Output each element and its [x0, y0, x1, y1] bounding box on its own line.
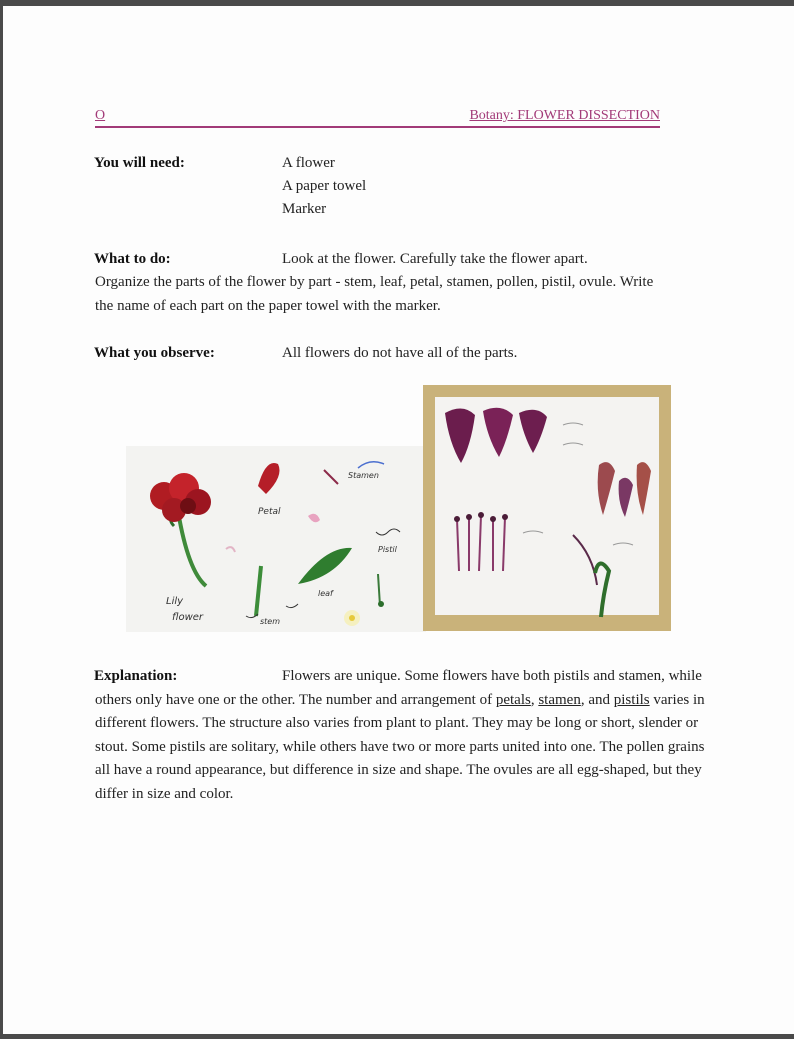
dissected-lily-photo: [126, 446, 426, 632]
observe-text: All flowers do not have all of the parts.: [282, 345, 518, 361]
label-stamen: Stamen: [348, 471, 379, 480]
label-stem: stem: [260, 617, 281, 626]
link-pistils[interactable]: pistils: [613, 691, 650, 708]
link-stamen[interactable]: stamen: [538, 691, 581, 708]
label-flower: flower: [172, 612, 204, 623]
explanation-and: and: [588, 691, 611, 708]
observe-label: What you observe:: [94, 345, 215, 361]
needs-item-paper-towel: A paper towel: [282, 178, 367, 194]
todo-first-line: Look at the flower. Carefully take the flower apart.: [282, 251, 588, 267]
label-lily: Lily: [166, 596, 184, 607]
header-left-mark: O: [95, 108, 106, 123]
label-leaf: leaf: [318, 589, 333, 598]
needs-label: You will need:: [94, 155, 185, 171]
board-photo-drawing: [423, 385, 671, 631]
needs-item-marker: Marker: [282, 201, 327, 217]
link-petals[interactable]: petals: [495, 691, 531, 708]
label-pistil: Pistil: [378, 545, 397, 554]
label-petal: Petal: [258, 507, 281, 517]
document-page: [3, 6, 794, 1034]
page-header: [95, 106, 660, 128]
explanation-rest: varies in different flowers. The structure also varies from plant to plant. They may be long or short, slender or stout. Some pistils are solitary, while others have two or more parts united into one. The pollen grains all have a round appearance, but difference in size and shape. The ovules are all egg-shaped, but they differ in size and color.: [95, 691, 705, 802]
explanation-paragraph: Flowers are unique. Some flowers have both pistils and stamen, while others only have one or the other. The number and arrangement of petals, stamen, and pistils varies in different flowers. The structure also varies from plant to plant. They may be long or short, slender or stout. Some pistils are solitary, while others have two or more parts united into one. The pollen grains all have a round appearance, but difference in size and shape. The ovules are all egg-shaped, but they differ in size and color.: [95, 668, 705, 802]
explanation-first: Flowers are unique. Some flowers have both pistils and stamen, while others only have one or the other. The number and arrangement of: [95, 668, 702, 708]
dissected-parts-board-photo: [423, 385, 671, 631]
explanation-label: Explanation:: [94, 668, 178, 684]
needs-item-flower: A flower: [282, 155, 335, 171]
header-title: Botany: FLOWER DISSECTION: [469, 108, 660, 123]
todo-paragraph: Organize the parts of the flower by part - stem, leaf, petal, stamen, pollen, pistil, ovule. Write the name of each part on the paper towel with the marker.: [95, 274, 654, 314]
todo-label: What to do:: [94, 251, 171, 267]
lily-photo-drawing: [126, 446, 426, 632]
